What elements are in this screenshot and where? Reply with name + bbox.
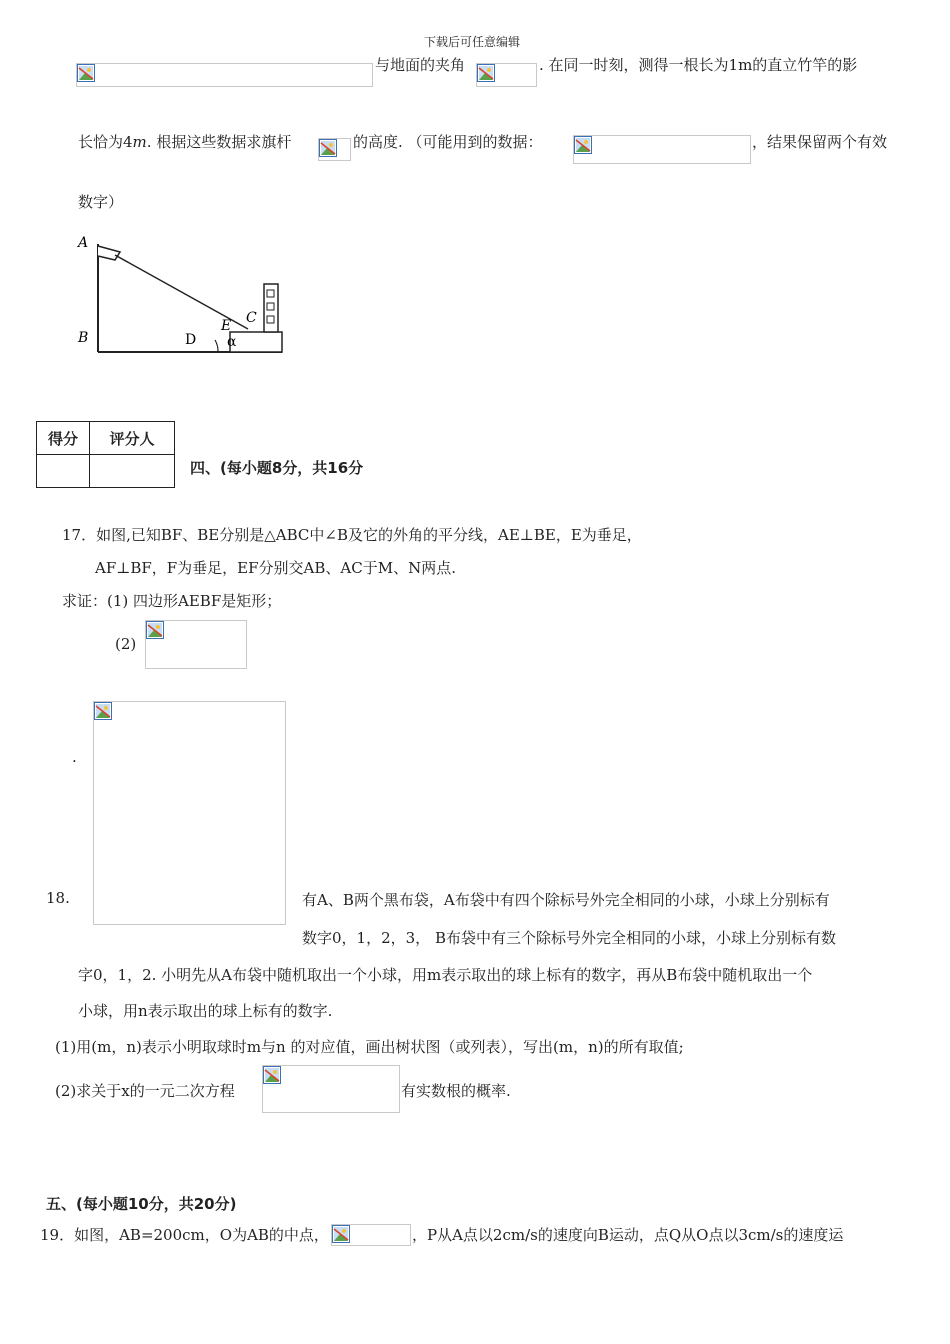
broken-image-icon [77,64,95,82]
formula-image [476,63,537,87]
section-five-title: 五、(每小题10分，共20分) [46,1195,237,1213]
p16-line2-text-a: 长恰为4 [78,133,133,151]
p16-line2-text-d: ，结果保留两个有效 [752,133,888,151]
bamboo-pole [264,284,278,332]
score-header: 得分 [37,422,90,455]
q18-line6-text-b: 有实数根的概率. [401,1082,511,1100]
q18-number: 18. [46,889,70,907]
grader-header: 评分人 [90,422,175,455]
flag-shape [98,246,120,260]
q18-line4: 小球，用n表示取出的球上标有的数字. [78,1002,333,1020]
score-table [36,421,175,488]
label-E: E [221,318,232,334]
label-B: B [78,330,89,346]
p16-line2-text-c: 的高度. （可能用到的数据： [353,133,543,151]
formula-image [331,1224,411,1246]
label-A: A [78,235,89,251]
label-D: D [185,332,197,348]
unit-m: m [132,133,147,151]
stray-dot: . [72,748,77,766]
p16-line2-text-b: . 根据这些数据求旗杆 [146,133,292,151]
label-C: C [246,310,257,326]
q17-line3: 求证：(1) 四边形AEBF是矩形； [62,592,282,610]
q17-line1: 17．如图,已知BF、BE分别是△ABC中∠B及它的外角的平分线，AE⊥BE，E为垂足， [62,526,642,544]
broken-image-icon [146,621,164,639]
figure-image [93,701,286,925]
q17-line2: AF⊥BF，F为垂足，EF分别交AB、AC于M、N两点. [95,559,456,577]
q19-text-b: ，P从A点以2cm/s的速度向B运动，点Q从O点以3cm/s的速度运 [412,1226,844,1244]
label-alpha: α [227,334,237,350]
building-base [230,332,282,352]
angle-arc [215,340,218,352]
q17-line4: (2) [115,635,137,653]
broken-image-icon [94,702,112,720]
p16-line2 [78,131,291,152]
grader-cell [90,455,175,488]
page-header: 下载后可任意编辑 [424,35,521,49]
q19-text-a: 19．如图，AB=200cm，O为AB的中点， [40,1226,329,1244]
broken-image-icon [263,1066,281,1084]
formula-image [262,1065,400,1113]
section-four-title: 四、(每小题8分，共16分 [190,459,364,477]
flagpole-figure [70,228,290,358]
formula-image [76,63,373,87]
p16-line1-text-b: . 在同一时刻，测得一根长为1m的直立竹竿的影 [539,56,858,74]
q18-line1: 有A、B两个黑布袋，A布袋中有四个除标号外完全相同的小球，小球上分别标有 [302,891,830,909]
formula-image [318,138,351,161]
formula-image [573,135,751,164]
broken-image-icon [319,139,337,157]
broken-image-icon [477,64,495,82]
q18-line2: 数字0，1，2，3， B布袋中有三个除标号外完全相同的小球，小球上分别标有数 [302,929,836,947]
q18-line3: 字0，1，2. 小明先从A布袋中随机取出一个小球，用m表示取出的球上标有的数字，再从B布袋中随机取出一个 [78,966,813,984]
q18-line5: (1)用(m，n)表示小明取球时m与n 的对应值，画出树状图（或列表），写出(m，n)的所有取值; [55,1038,684,1056]
broken-image-icon [574,136,592,154]
p16-line3: 数字） [78,193,124,211]
q18-line6-text-a: (2)求关于x的一元二次方程 [55,1082,235,1100]
broken-image-icon [332,1225,350,1243]
p16-line1-text-a: 与地面的夹角 [375,56,466,74]
score-cell [37,455,90,488]
formula-image [145,620,247,669]
